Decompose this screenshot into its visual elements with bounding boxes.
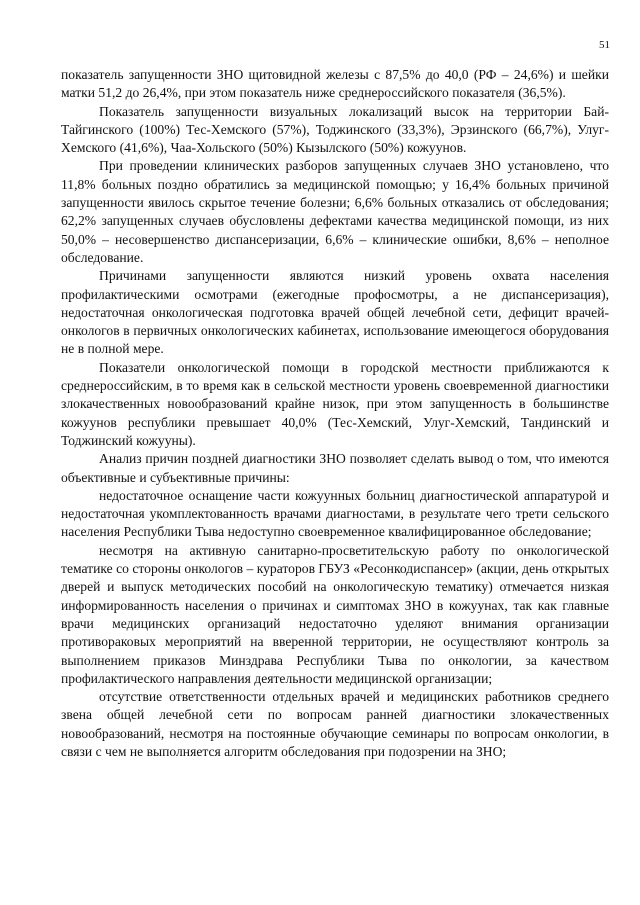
document-body — [61, 66, 609, 761]
list-item-2: несмотря на активную санитарно-просветительскую работу по онкологической тематике со стороны онкологов – кураторов ГБУЗ «Ресонкодиспансер» (акции, день открытых дверей и выпуск методических пособий на онкологическую тематику) отмечается низкая информированность населения о причинах и симптомах ЗНО в кожуунах, так как главные врачи медицинских организаций недостаточно уделяют внимания организации противораковых мероприятий на вверенной территории, не осуществляют контроль за выполнением приказов Минздрава Республики Тыва по онкологии, за качеством профилактического направления деятельности медицинской организации; — [61, 542, 609, 686]
page-number: 51 — [599, 39, 610, 51]
list-item-1: недостаточное оснащение части кожуунных больниц диагностической аппаратурой и недостаточная укомплектованность врачами диагностами, в результате чего трети сельского населения Республики Тыва недоступно своевременное квалифицированное обследование; — [61, 487, 609, 540]
paragraph-2: Показатель запущенности визуальных локализаций высок на территории Бай-Тайгинского (100%) Тес-Хемского (57%), Тоджинского (33,3%), Эрзинского (66,7%), Улуг-Хемского (41,6%), Чаа-Хольского (50%) Кызылского (50%) кожуунов. — [61, 103, 609, 156]
paragraph-5: Показатели онкологической помощи в городской местности приближаются к среднероссийским, в то время как в сельской местности уровень своевременной диагностики злокачественных новообразований крайне низок, при этом запущенность в большинстве кожуунов республики превышает 40,0% (Тес-Хемский, Улуг-Хемский, Тандинский и Тоджинский кожууны). — [61, 359, 609, 448]
list-item-3: отсутствие ответственности отдельных врачей и медицинских работников среднего звена общей лечебной сети по вопросам ранней диагностики злокачественных новообразований, несмотря на постоянные обучающие семинары по вопросам онкологии, в связи с чем не выполняется алгоритм обследования при подозрении на ЗНО; — [61, 689, 609, 759]
paragraph-4: Причинами запущенности являются низкий уровень охвата населения профилактическими осмотрами (ежегодные профосмотры, а не диспансеризация), недостаточная онкологическая подготовка врачей общей лечебной сети, дефицит врачей-онкологов в первичных онкологических кабинетах, использование имеющегося оборудования не в полной мере. — [61, 268, 609, 357]
paragraph-1: показатель запущенности ЗНО щитовидной железы с 87,5% до 40,0 (РФ – 24,6%) и шейки матки 51,2 до 26,4%, при этом показатель ниже среднероссийского показателя (36,5%). — [61, 67, 609, 101]
paragraph-3: При проведении клинических разборов запущенных случаев ЗНО установлено, что 11,8% больных поздно обратились за медицинской помощью; у 16,4% больных причиной запущенности явилось скрытое течение болезни; 6,6% больных отказались от обследования; 62,2% запущенных случаев обусловлены дефектами качества медицинской помощи, из них 50,0% – несовершенство диспансеризации, 6,6% – клинические ошибки, 8,6% – неполное обследование. — [61, 158, 609, 265]
paragraph-6: Анализ причин поздней диагностики ЗНО позволяет сделать вывод о том, что имеются объективные и субъективные причины: — [61, 451, 609, 485]
